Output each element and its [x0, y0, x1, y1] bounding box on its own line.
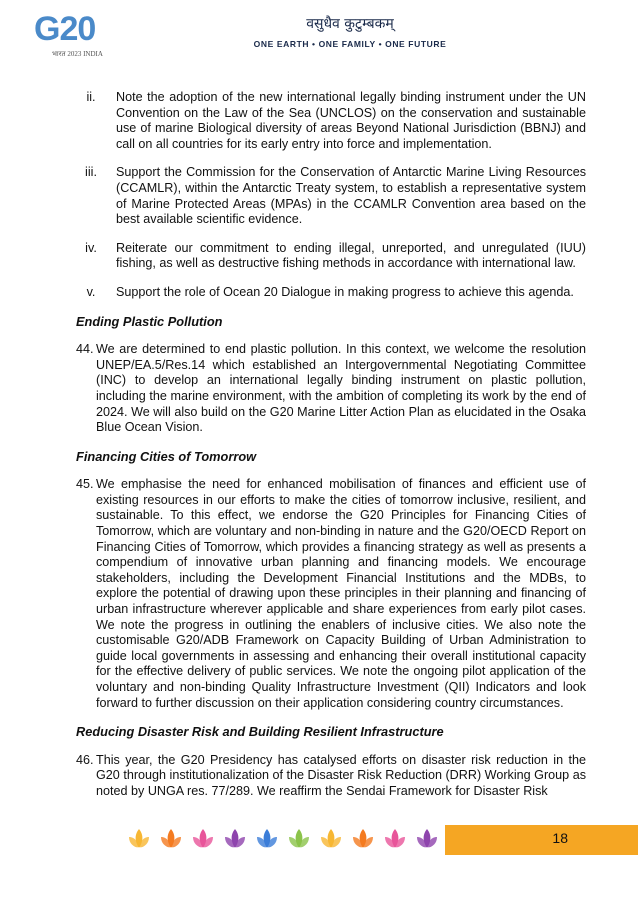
lotus-icon [318, 826, 344, 852]
paragraph-number: 45. [76, 477, 94, 492]
section-heading-cities: Financing Cities of Tomorrow [76, 448, 257, 464]
paragraph-46 [76, 753, 586, 800]
list-item [76, 165, 586, 227]
page-number: 18 [552, 830, 568, 846]
lotus-icon [382, 826, 408, 852]
page-number-bar [445, 825, 638, 855]
lotus-icon [350, 826, 376, 852]
logo-text: G20 [34, 10, 96, 48]
lotus-icon [414, 826, 440, 852]
list-item [76, 241, 586, 272]
item-number: ii. [86, 90, 96, 104]
logo-subtext: भारत 2023 INDIA [52, 50, 103, 58]
lotus-icon [254, 826, 280, 852]
list-item [76, 90, 586, 152]
paragraph-text: We emphasise the need for enhanced mobilisation of finances and efficient use of existing resources in our efforts to make the cities of tomorrow inclusive, resilient, and sustainable. To this effect, we endorse the G20 Principles for Financing Cities of Tomorrow, which are voluntary and non-binding in nature and the G20/OECD Report on Financing Cities of Tomorrow, which provides a financing strategy as well as presents a compendium of innovative urban planning and financing models. We encourage stakeholders, including the Development Financial Institutions and the MDBs, to explore the potential of drawing upon these principles in their planning and financing of urban infrastructure wherever applicable and share experiences from early pilot cases. We note the progress in outlining the enablers of inclusive cities. We also note the customisable G20/ADB Framework on Capacity Building of Urban Administration to guide local governments in assessing and enhancing their overall institutional capacity for the effective delivery of public services. We note the ongoing pilot application of the voluntary and non-binding Quality Infrastructure Investment (QII) Indicators and look forward to further discussion on their application considering country circumstances. [96, 477, 586, 710]
list-item [76, 285, 586, 301]
page-footer [0, 822, 638, 862]
g20-logo [34, 10, 134, 62]
item-number: iii. [85, 165, 97, 180]
item-text: Reiterate our commitment to ending illegal, unreported, and unregulated (IUU) fishing, as well as destructive fishing methods in accordance with international law. [116, 240, 586, 271]
lotus-icon [286, 826, 312, 852]
item-text: Note the adoption of the new international legally binding instrument under the UN Convention on the Law of the Sea (UNCLOS) on the conservation and sustainable use of marine Biological diversity of areas Beyond National Jurisdiction (BBNJ) and call on all countries for its early entry into force and implementation. [116, 90, 586, 151]
lotus-icon [222, 826, 248, 852]
paragraph-number: 46. [76, 752, 94, 767]
document-body [76, 90, 586, 813]
lotus-icon [158, 826, 184, 852]
lotus-icon [126, 826, 152, 852]
paragraph-text: We are determined to end plastic pollution. In this context, we welcome the resolution UNEP/EA.5/Res.14 which established an Intergovernmental Negotiating Committee (INC) to develop an international legally binding instrument on plastic pollution, including the marine environment, with the ambition of completing its work by the end of 2024. We will also build on the G20 Marine Litter Action Plan as elucidated in the Osaka Blue Ocean Vision. [96, 342, 586, 435]
paragraph-text: This year, the G20 Presidency has catalysed efforts on disaster risk reduction in the G20 through institutionalization of the Disaster Risk Reduction (DRR) Working Group as noted by UNGA res. 77/289. We reaffirm the Sendai Framework for Disaster Risk [96, 752, 586, 798]
section-heading-plastic: Ending Plastic Pollution [76, 313, 223, 329]
item-number: v. [86, 284, 96, 299]
motto [200, 14, 500, 49]
item-text: Support the role of Ocean 20 Dialogue in making progress to achieve this agenda. [116, 284, 574, 299]
paragraph-45 [76, 477, 586, 711]
item-text: Support the Commission for the Conservation of Antarctic Marine Living Resources (CCAMLR), within the Antarctic Treaty system, to establish a representative system of Marine Protected Areas (MPAs) in the CCAMLR Convention area based on the best available scientific evidence. [116, 165, 586, 227]
page-header [0, 0, 638, 64]
motto-hindi: वसुधैव कुटुम्बकम् [306, 16, 394, 32]
lotus-icon [190, 826, 216, 852]
item-number: iv. [85, 240, 97, 255]
section-heading-disaster: Reducing Disaster Risk and Building Resilient Infrastructure [76, 724, 444, 740]
motto-english: ONE EARTH • ONE FAMILY • ONE FUTURE [253, 39, 447, 49]
paragraph-number: 44. [76, 342, 94, 357]
paragraph-44 [76, 342, 586, 436]
